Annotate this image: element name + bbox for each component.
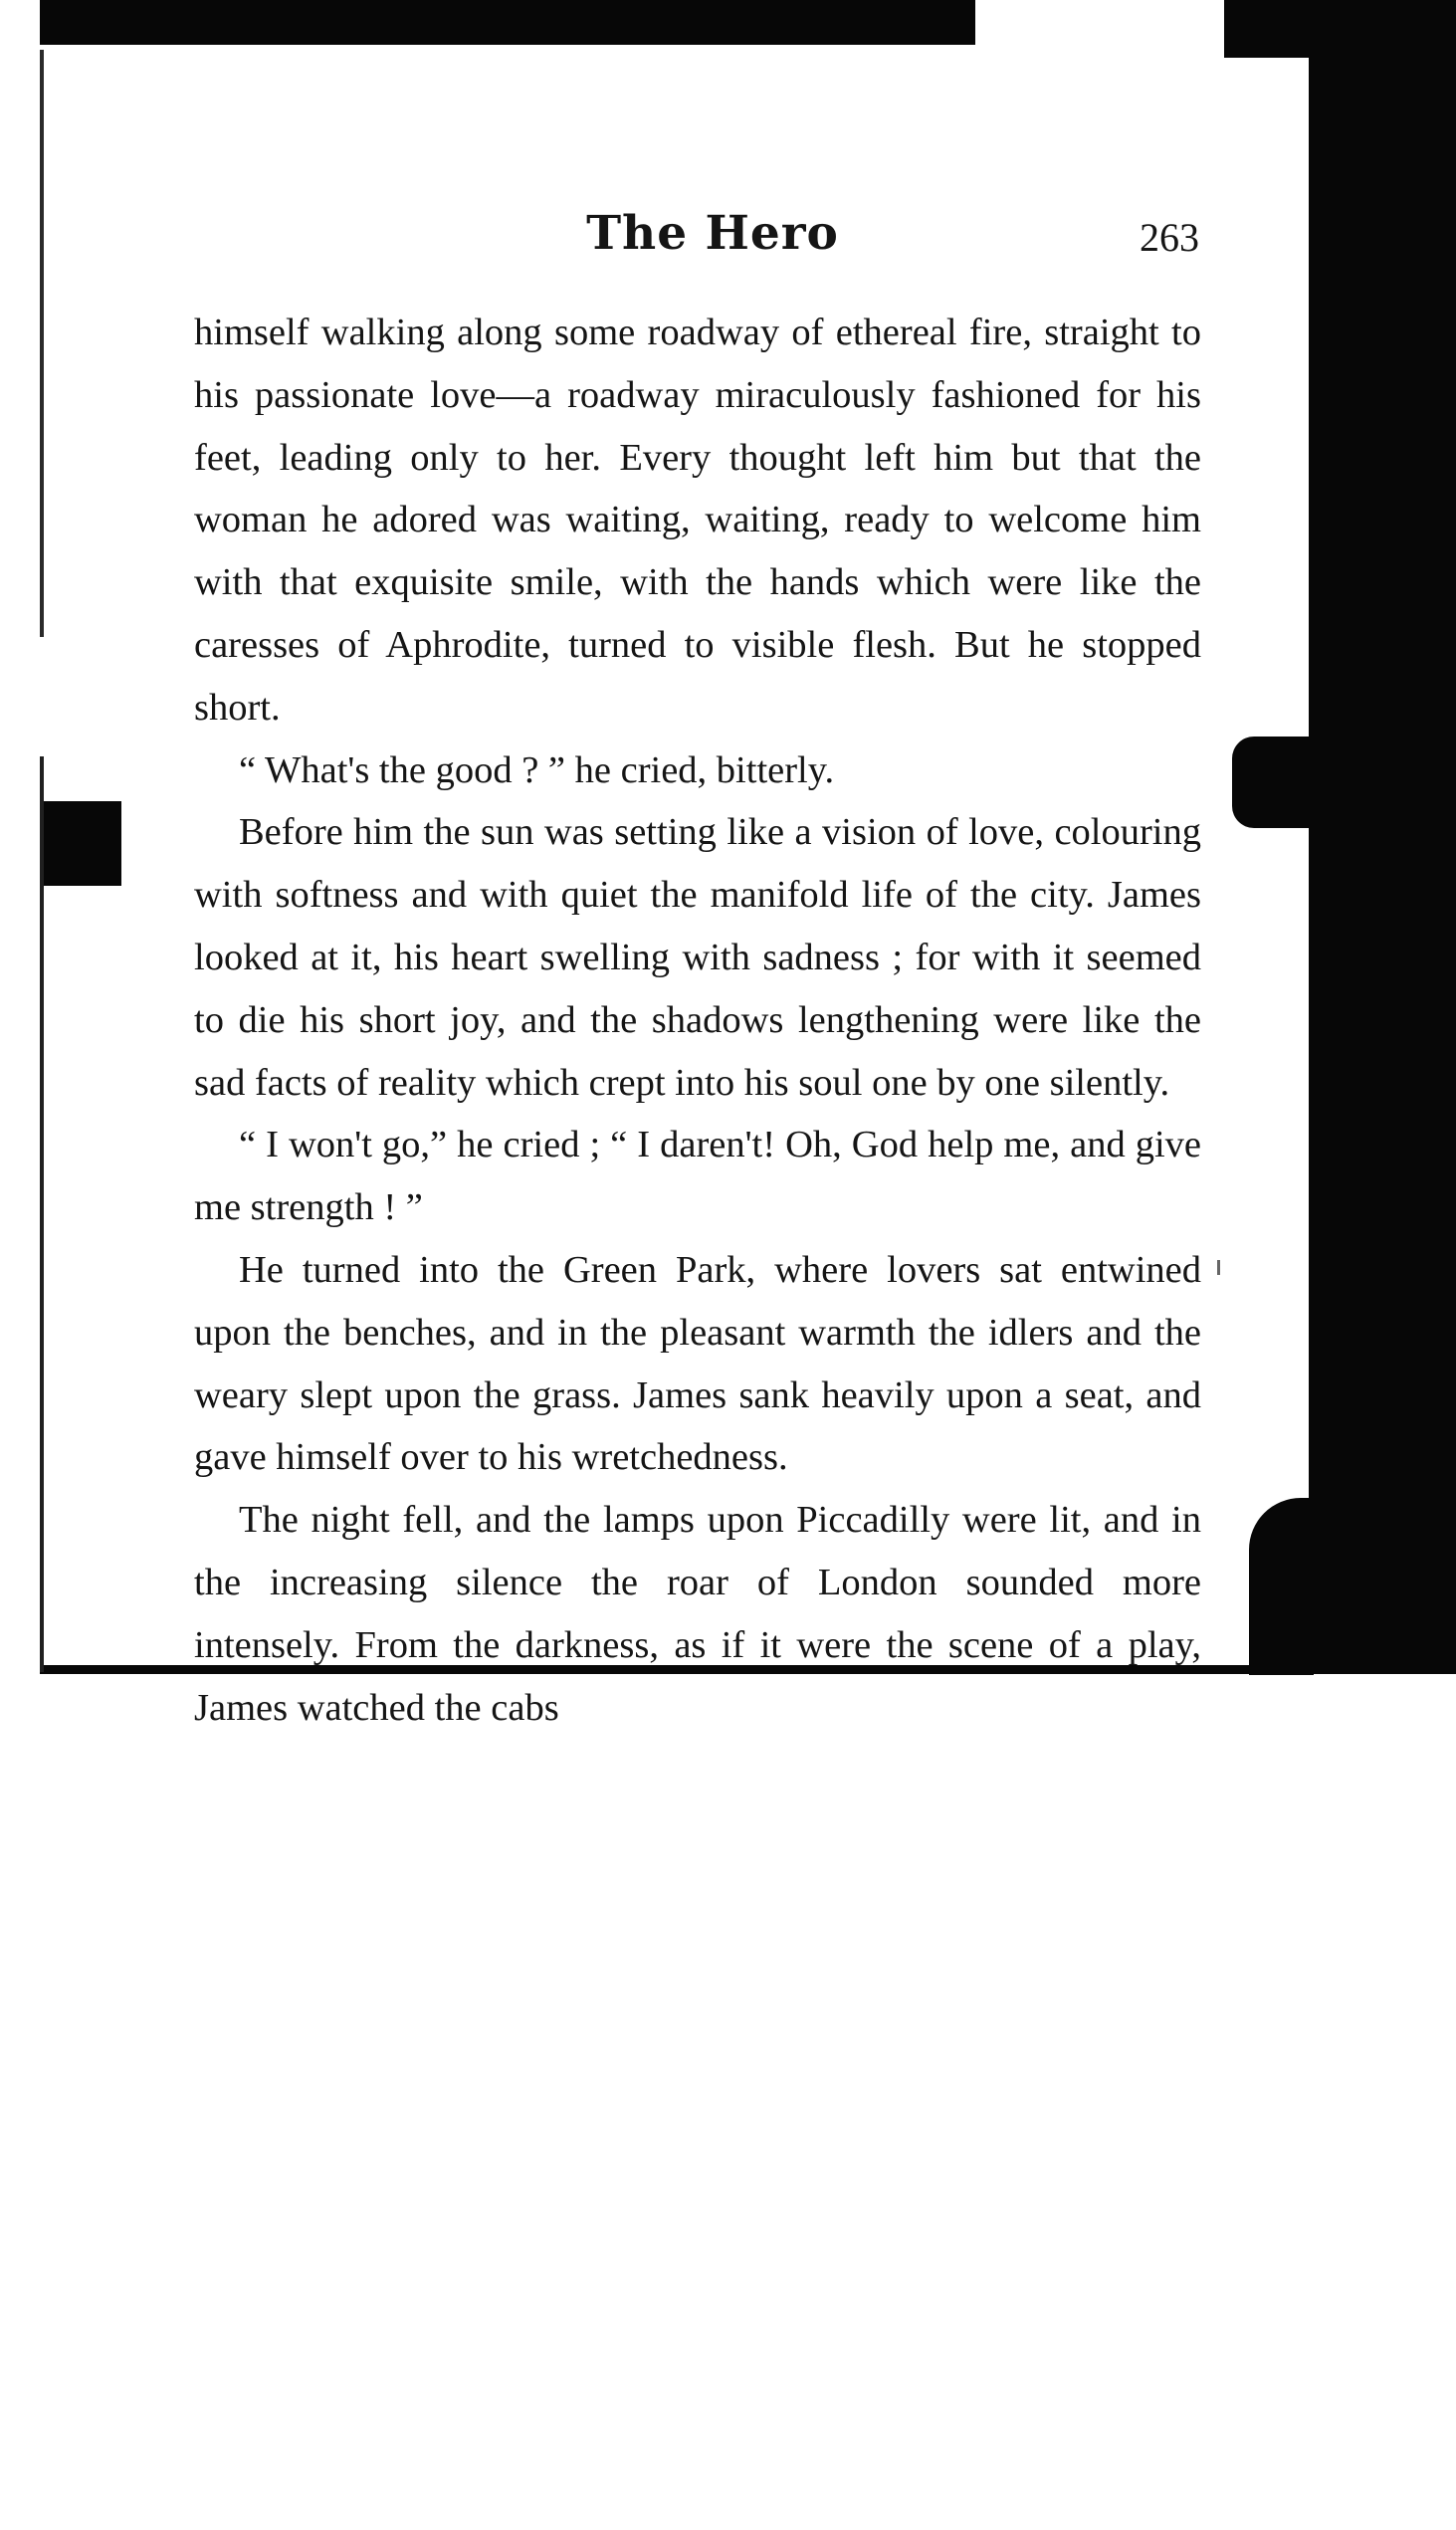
page-number: 263: [1140, 215, 1199, 260]
scan-right-notch-upper: [1232, 737, 1314, 828]
scan-right-edge: [1309, 0, 1456, 1674]
scan-right-notch-lower: [1249, 1498, 1314, 1675]
body-text: [194, 302, 1201, 1739]
scan-speck: [1217, 1260, 1220, 1275]
scan-left-binding-mark: [40, 801, 121, 886]
scan-left-edge-lower: [40, 756, 44, 1672]
paragraph-green-park: He turned into the Green Park, where lovers sat entwined upon the benches, and in the pleasant warmth the idlers and the weary slept upon the grass. James sank heavily upon a seat, and gave himself over to his wretchedness.: [194, 1248, 1201, 1479]
running-title: The Hero: [586, 206, 839, 261]
scan-top-edge: [40, 0, 975, 45]
scan-top-right-corner: [1224, 0, 1309, 58]
paragraph-continuation: himself walking along some roadway of ethereal fire, straight to his passionate love—a roadway miraculously fashioned for his feet, leading only to her. Every thought left him but that the woman he adored was waiting, waiting, ready to welcome him with that exquisite smile, with the hands which were like the caresses of Aphrodite, turned to visible flesh. But he stopped short.: [194, 312, 1201, 729]
page-header: [194, 204, 1199, 274]
paragraph-night: The night fell, and the lamps upon Piccadilly were lit, and in the increasing silence the roar of London sounded more intensely. From the darkness, as if it were the scene of a play, James watched the cabs: [194, 1499, 1201, 1729]
scan-left-edge-upper: [40, 50, 44, 637]
paragraph-sunset: Before him the sun was setting like a vision of love, colouring with softness and with quiet the manifold life of the city. James looked at it, his heart swelling with sadness ; for with it seemed to die his short joy, and the shadows lengthening were like the sad facts of reality which crept into his soul one by one silently.: [194, 811, 1201, 1104]
paragraph-dialogue-help: “ I won't go,” he cried ; “ I daren't! Oh, God help me, and give me strength ! ”: [194, 1124, 1201, 1229]
paragraph-dialogue-good: “ What's the good ? ” he cried, bitterly.: [239, 748, 835, 791]
